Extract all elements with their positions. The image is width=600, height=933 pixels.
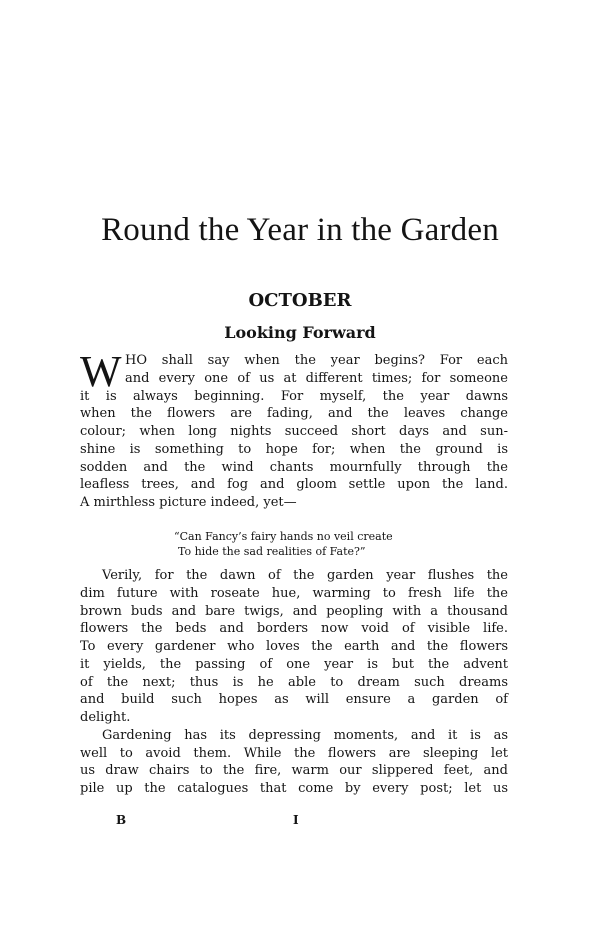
text-line: well to avoid them. While the flowers are sleeping let [80,745,508,761]
text-line: colour; when long nights succeed short days and sun- [80,424,508,439]
text-line: sodden and the wind chants mournfully through the [80,459,508,475]
text-line: A mirthless picture indeed, yet— [80,495,297,510]
paragraph-1 [80,347,508,512]
text-line: it is always beginning. For myself, the year dawns [80,388,508,404]
chapter-heading: OCTOBER [248,290,352,311]
text-line: delight. [80,710,131,725]
text-line: when the flowers are fading, and the leaves change [80,406,508,422]
text-line: brown buds and bare twigs, and peopling with a thousand [80,603,508,619]
text-line: To every gardener who loves the earth and the flowers [80,639,508,654]
text-line: it yields, the passing of one year is but the advent [80,656,508,672]
text-line: HO shall say when the year begins? For each [125,353,508,368]
text-line: flowers the beds and borders now void of visible life. [80,621,508,637]
book-title: Round the Year in the Garden [101,212,499,248]
text-line: and build such hopes as will ensure a garden of [80,692,508,708]
paragraph-2 [80,567,508,798]
text-line: Verily, for the dawn of the garden year flushes the [102,568,508,583]
page-number: I [293,813,299,827]
text-line: of the next; thus is he able to dream such dreams [80,674,508,690]
text-line: dim future with roseate hue, warming to fresh life the [80,585,508,601]
quote-line: To hide the sad realities of Fate?” [178,544,366,558]
text-line: pile up the catalogues that come by every post; let us [80,781,508,796]
text-line: Gardening has its depressing moments, and it is as [102,727,508,743]
text-line: and every one of us at different times; for someone [125,370,508,386]
signature-mark: B [116,813,127,827]
text-line: leafless trees, and fog and gloom settle upon the land. [80,477,508,493]
text-line: shine is something to hope for; when the ground is [80,441,508,457]
quote-line: “Can Fancy’s fairy hands no veil create [174,530,393,543]
chapter-subtitle: Looking Forward [224,323,376,342]
verse-quote [174,530,494,559]
text-line: us draw chairs to the fire, warm our slippered feet, and [80,763,508,779]
drop-cap: W [80,347,122,396]
